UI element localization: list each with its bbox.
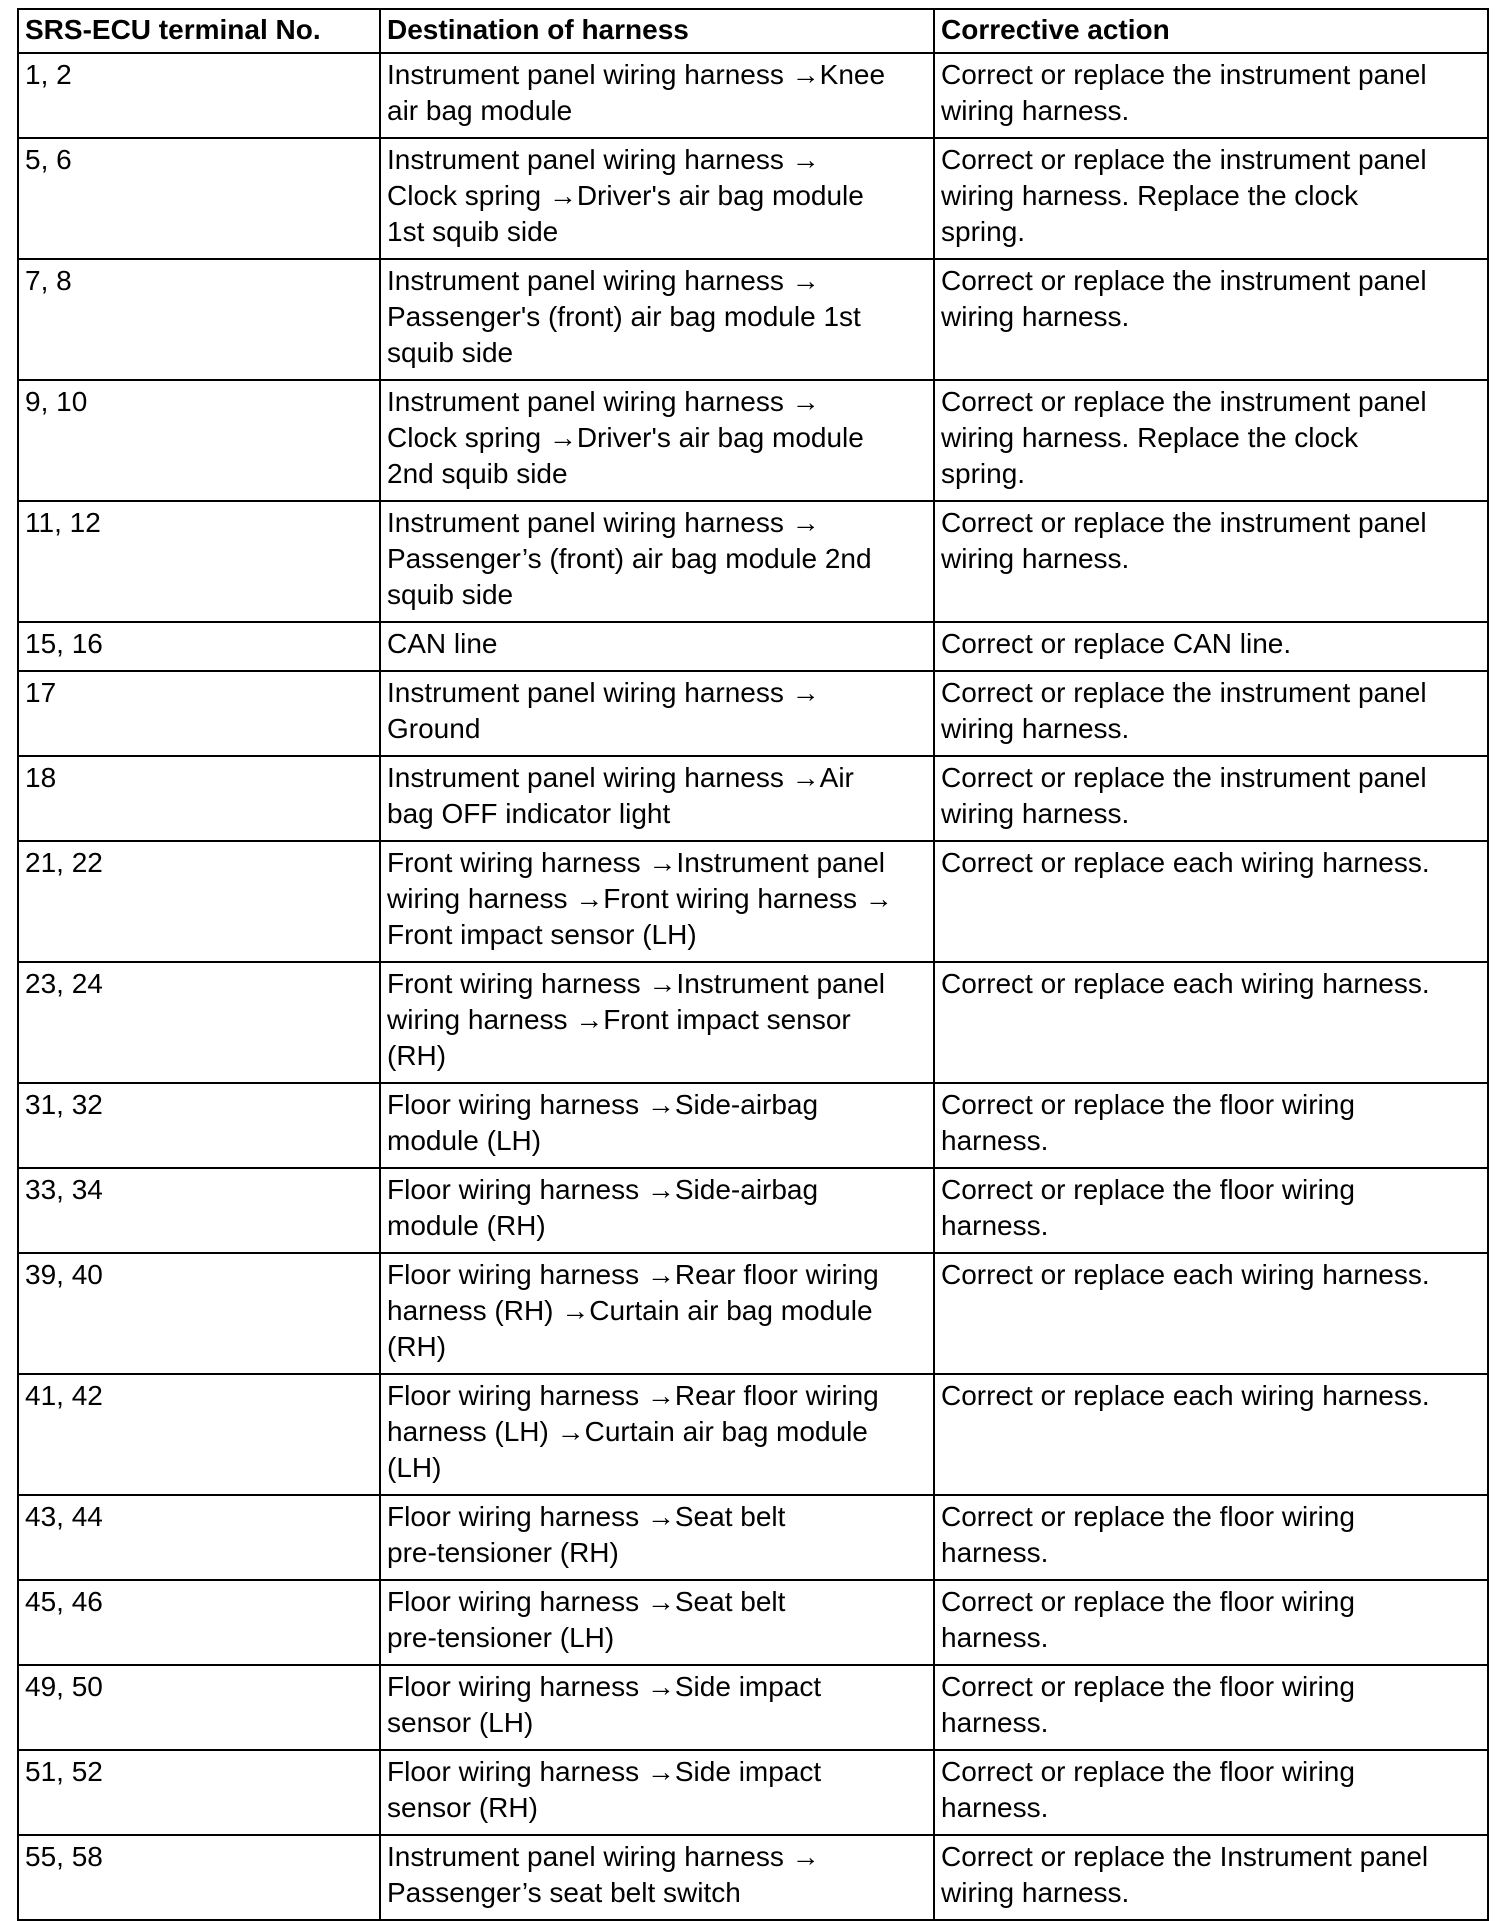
document-page: [17, 8, 1487, 1921]
corrective-action-cell: Correct or replace each wiring harness.: [934, 1253, 1488, 1374]
terminal-no-cell: 21, 22: [18, 841, 380, 962]
srs-ecu-harness-table: [17, 8, 1489, 1921]
destination-cell: Floor wiring harness →Rear floor wiring harness (RH) →Curtain air bag module (RH): [380, 1253, 934, 1374]
corrective-action-cell: Correct or replace the instrument panel wiring harness.: [934, 756, 1488, 841]
corrective-action-cell: Correct or replace the instrument panel wiring harness.: [934, 259, 1488, 380]
terminal-no-cell: 41, 42: [18, 1374, 380, 1495]
table-row: [18, 138, 1488, 259]
corrective-action-cell: Correct or replace the floor wiring harness.: [934, 1580, 1488, 1665]
table-row: [18, 1665, 1488, 1750]
terminal-no-cell: 23, 24: [18, 962, 380, 1083]
header-destination: Destination of harness: [380, 9, 934, 53]
destination-cell: Instrument panel wiring harness → Ground: [380, 671, 934, 756]
terminal-no-cell: 9, 10: [18, 380, 380, 501]
destination-cell: Front wiring harness →Instrument panel wiring harness →Front wiring harness → Front impact sensor (LH): [380, 841, 934, 962]
corrective-action-cell: Correct or replace CAN line.: [934, 622, 1488, 671]
table-row: [18, 501, 1488, 622]
corrective-action-cell: Correct or replace the instrument panel wiring harness.: [934, 53, 1488, 138]
terminal-no-cell: 51, 52: [18, 1750, 380, 1835]
table-row: [18, 380, 1488, 501]
corrective-action-cell: Correct or replace the Instrument panel wiring harness.: [934, 1835, 1488, 1920]
destination-cell: Instrument panel wiring harness →Air bag OFF indicator light: [380, 756, 934, 841]
corrective-action-cell: Correct or replace the instrument panel wiring harness. Replace the clock spring.: [934, 380, 1488, 501]
terminal-no-cell: 39, 40: [18, 1253, 380, 1374]
header-terminal-no: SRS-ECU terminal No.: [18, 9, 380, 53]
table-body: [18, 53, 1488, 1920]
table-row: [18, 671, 1488, 756]
terminal-no-cell: 18: [18, 756, 380, 841]
destination-cell: Floor wiring harness →Side-airbag module (LH): [380, 1083, 934, 1168]
header-corrective-action: Corrective action: [934, 9, 1488, 53]
corrective-action-cell: Correct or replace the floor wiring harness.: [934, 1665, 1488, 1750]
table-row: [18, 1374, 1488, 1495]
table-row: [18, 962, 1488, 1083]
table-row: [18, 841, 1488, 962]
terminal-no-cell: 55, 58: [18, 1835, 380, 1920]
destination-cell: Instrument panel wiring harness →Knee air bag module: [380, 53, 934, 138]
terminal-no-cell: 15, 16: [18, 622, 380, 671]
terminal-no-cell: 5, 6: [18, 138, 380, 259]
corrective-action-cell: Correct or replace the instrument panel wiring harness.: [934, 501, 1488, 622]
corrective-action-cell: Correct or replace the instrument panel wiring harness. Replace the clock spring.: [934, 138, 1488, 259]
destination-cell: Instrument panel wiring harness → Passenger's (front) air bag module 1st squib side: [380, 259, 934, 380]
corrective-action-cell: Correct or replace each wiring harness.: [934, 962, 1488, 1083]
destination-cell: Floor wiring harness →Side-airbag module (RH): [380, 1168, 934, 1253]
terminal-no-cell: 33, 34: [18, 1168, 380, 1253]
terminal-no-cell: 49, 50: [18, 1665, 380, 1750]
corrective-action-cell: Correct or replace the floor wiring harness.: [934, 1750, 1488, 1835]
terminal-no-cell: 17: [18, 671, 380, 756]
table-row: [18, 1253, 1488, 1374]
header-row: [18, 9, 1488, 53]
table-row: [18, 1580, 1488, 1665]
table-row: [18, 1495, 1488, 1580]
corrective-action-cell: Correct or replace the floor wiring harness.: [934, 1083, 1488, 1168]
destination-cell: Instrument panel wiring harness → Passenger’s (front) air bag module 2nd squib side: [380, 501, 934, 622]
terminal-no-cell: 43, 44: [18, 1495, 380, 1580]
table-row: [18, 259, 1488, 380]
table-row: [18, 1168, 1488, 1253]
table-row: [18, 1083, 1488, 1168]
table-header: [18, 9, 1488, 53]
destination-cell: Instrument panel wiring harness → Clock spring →Driver's air bag module 1st squib side: [380, 138, 934, 259]
destination-cell: Floor wiring harness →Seat belt pre-tensioner (RH): [380, 1495, 934, 1580]
table-row: [18, 1835, 1488, 1920]
table-row: [18, 756, 1488, 841]
terminal-no-cell: 7, 8: [18, 259, 380, 380]
destination-cell: Front wiring harness →Instrument panel wiring harness →Front impact sensor (RH): [380, 962, 934, 1083]
destination-cell: CAN line: [380, 622, 934, 671]
corrective-action-cell: Correct or replace the floor wiring harness.: [934, 1168, 1488, 1253]
destination-cell: Instrument panel wiring harness → Passenger’s seat belt switch: [380, 1835, 934, 1920]
corrective-action-cell: Correct or replace the instrument panel wiring harness.: [934, 671, 1488, 756]
corrective-action-cell: Correct or replace the floor wiring harness.: [934, 1495, 1488, 1580]
destination-cell: Floor wiring harness →Side impact sensor (LH): [380, 1665, 934, 1750]
destination-cell: Floor wiring harness →Rear floor wiring harness (LH) →Curtain air bag module (LH): [380, 1374, 934, 1495]
terminal-no-cell: 45, 46: [18, 1580, 380, 1665]
destination-cell: Floor wiring harness →Seat belt pre-tensioner (LH): [380, 1580, 934, 1665]
destination-cell: Instrument panel wiring harness → Clock spring →Driver's air bag module 2nd squib side: [380, 380, 934, 501]
table-row: [18, 1750, 1488, 1835]
corrective-action-cell: Correct or replace each wiring harness.: [934, 841, 1488, 962]
corrective-action-cell: Correct or replace each wiring harness.: [934, 1374, 1488, 1495]
terminal-no-cell: 1, 2: [18, 53, 380, 138]
terminal-no-cell: 31, 32: [18, 1083, 380, 1168]
table-row: [18, 622, 1488, 671]
table-row: [18, 53, 1488, 138]
terminal-no-cell: 11, 12: [18, 501, 380, 622]
destination-cell: Floor wiring harness →Side impact sensor (RH): [380, 1750, 934, 1835]
